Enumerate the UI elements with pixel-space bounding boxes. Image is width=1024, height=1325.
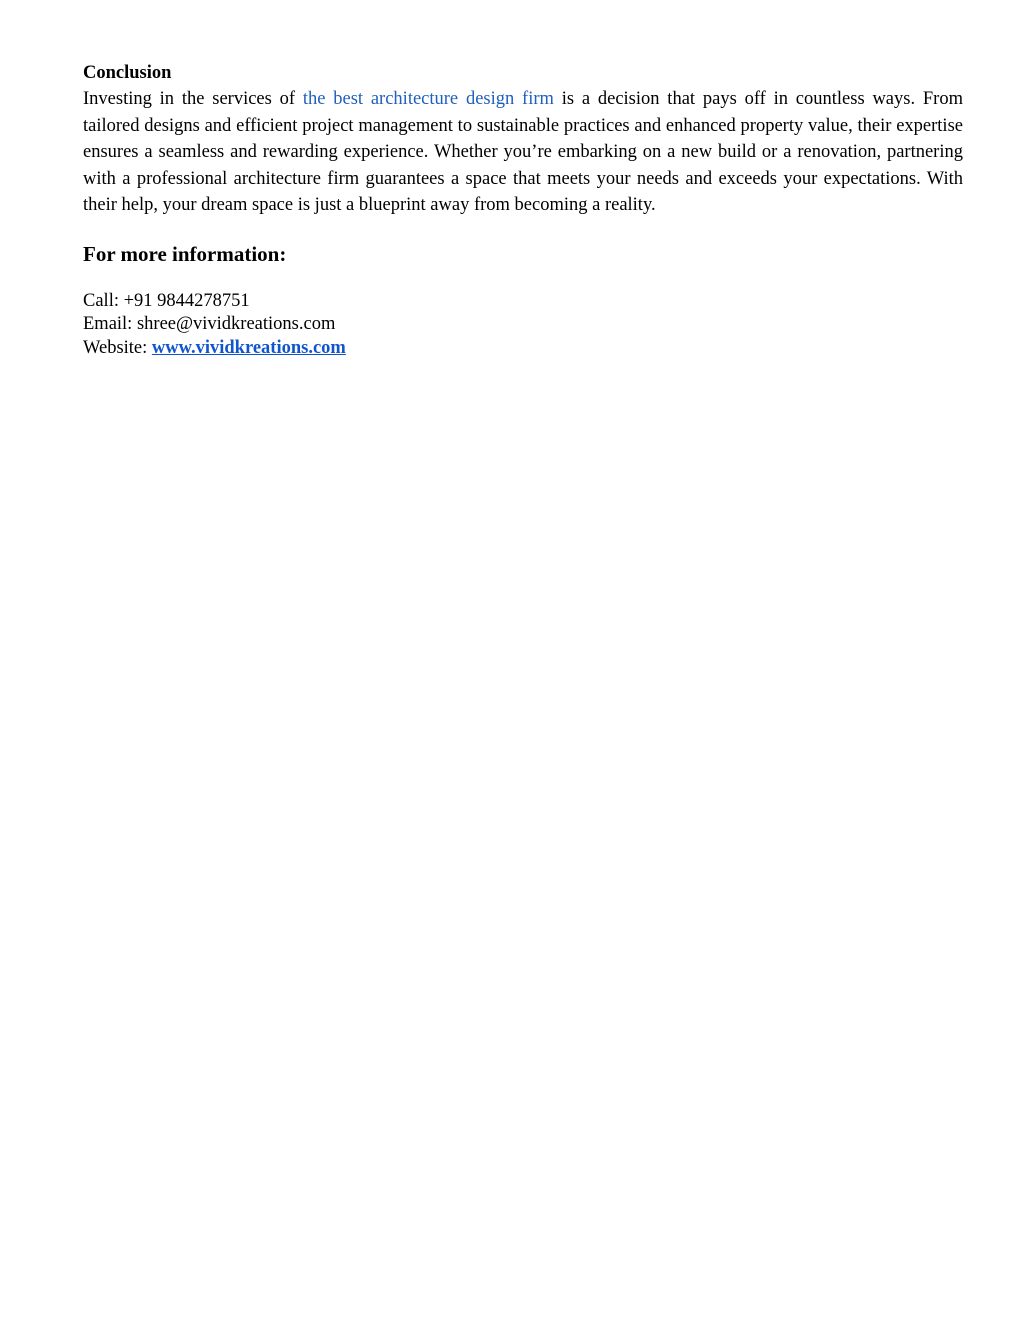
email-value: shree@vividkreations.com	[136, 314, 336, 335]
email-label: Email:	[83, 314, 137, 335]
email-line	[83, 313, 963, 337]
call-label: Call:	[83, 290, 124, 311]
call-value: +91 9844278751	[123, 290, 250, 311]
more-info-heading: For more information:	[83, 241, 287, 266]
conclusion-heading: Conclusion	[83, 63, 172, 83]
paragraph-text-end: is a decision that pays off in countless ways. From tailored designs and efficient project management to sustainable practices and enhanced property value, their expertise ensures a seamless and rewarding experience. Whether you’re embarking on a new build or a renovation, partnering with a professional architecture firm guarantees a space that meets your needs and exceeds your expectations. With their help, your dream space is just a blueprint away from becoming a reality.	[83, 89, 963, 216]
architecture-firm-link[interactable]: the best architecture design firm	[302, 89, 554, 109]
call-line	[83, 290, 963, 314]
website-line	[83, 337, 963, 361]
document-page	[83, 60, 963, 360]
conclusion-paragraph	[83, 86, 963, 219]
contact-block	[83, 290, 963, 361]
website-link[interactable]: www.vividkreations.com	[151, 337, 346, 358]
website-label: Website:	[83, 337, 152, 358]
paragraph-text-start: Investing in the services of	[83, 89, 303, 109]
